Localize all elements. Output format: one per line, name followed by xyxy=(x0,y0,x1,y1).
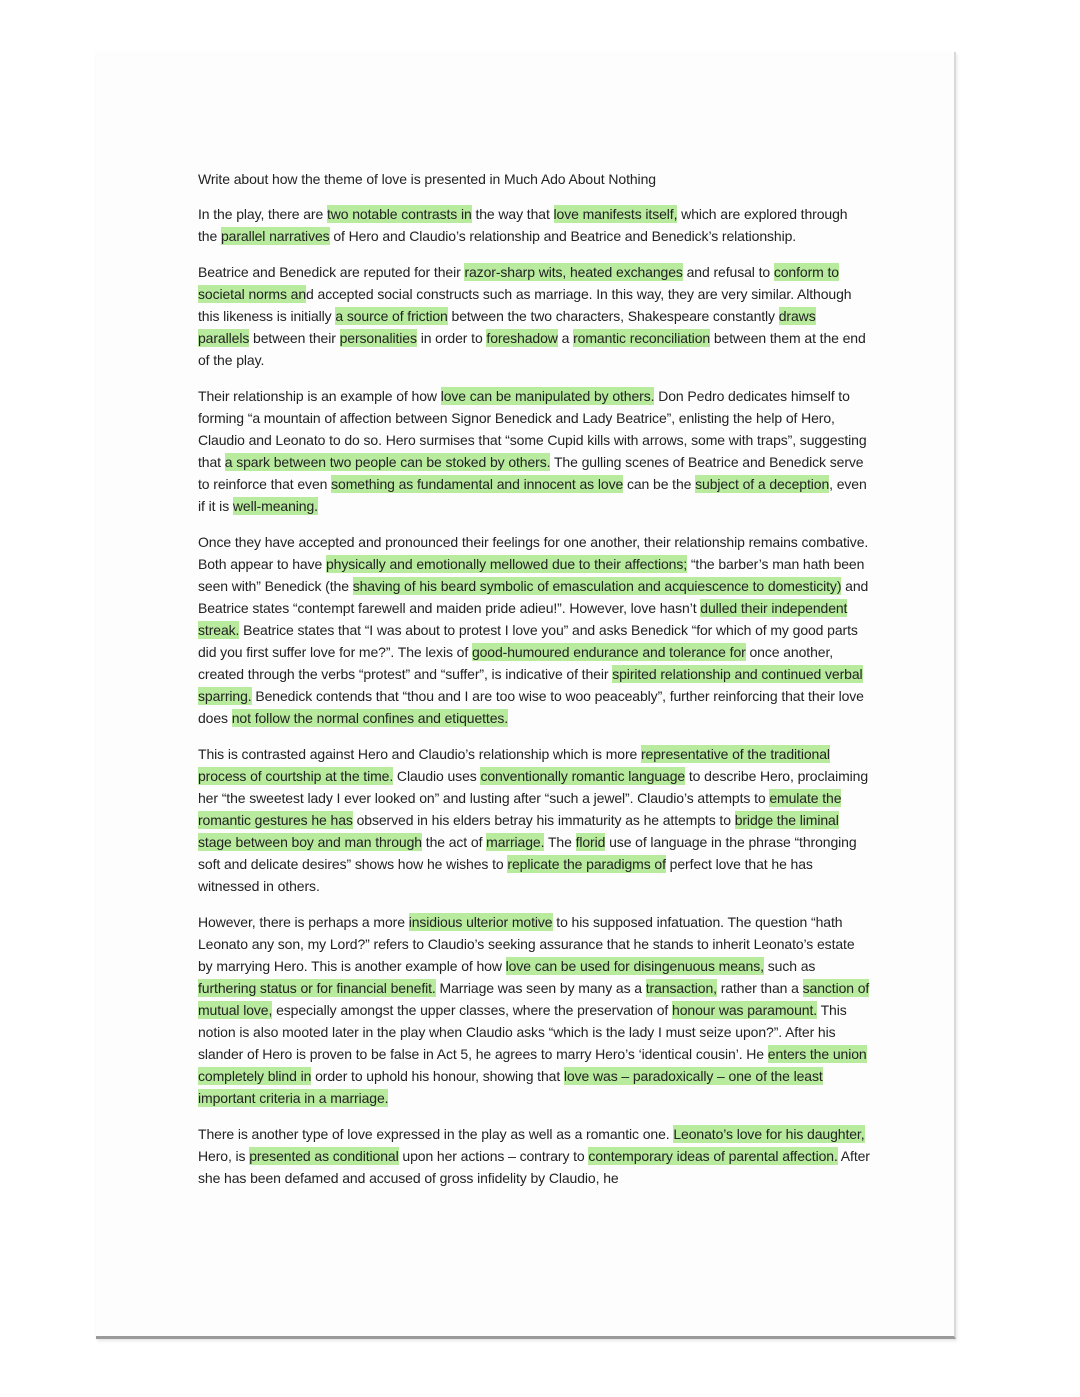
highlighted-text: good-humoured endurance and tolerance for xyxy=(471,644,746,660)
highlighted-text: contemporary ideas of parental affection. xyxy=(588,1148,838,1164)
paragraph-text: Their relationship is an example of how xyxy=(198,388,441,404)
paragraph-text: Marriage was seen by many as a xyxy=(435,980,646,996)
paragraph-text: This is contrasted against Hero and Claudio’s relationship which is more xyxy=(198,746,641,762)
paragraph-text: observed in his elders betray his immaturity as he attempts to xyxy=(352,812,735,828)
paragraph-text: d accepted social constructs such as marriage. In this way, they are very similar. Although this likeness is initially xyxy=(198,286,852,324)
highlighted-text: a spark between two people can be stoked by others. xyxy=(224,454,551,470)
highlighted-text: honour was paramount. xyxy=(672,1002,818,1018)
highlighted-text: conform to societal norms an xyxy=(198,264,839,302)
highlighted-text: spirited relationship and continued verbal sparring. xyxy=(198,666,863,704)
paragraph-text: to describe Hero, proclaiming her “the sweetest lady I ever looked on” and lusting after “such a jewel”. Claudio’s attempts to xyxy=(198,768,869,806)
essay-paragraph xyxy=(198,385,870,517)
paragraph-text: Claudio uses xyxy=(393,768,481,784)
paragraph-text: After she has been defamed and accused of gross infidelity by Claudio, he xyxy=(198,1148,870,1186)
paragraph-text: Hero, is xyxy=(198,1148,250,1164)
paragraph-text: Benedick contends that “thou and I are too wise to woo peaceably”, further reinforcing that their love does xyxy=(198,688,864,726)
paragraph-text: There is another type of love expressed in the play as well as a romantic one. xyxy=(198,1126,674,1142)
highlighted-text: furthering status or for financial benefit. xyxy=(198,980,436,996)
paragraph-text: In the play, there are xyxy=(198,206,327,222)
highlighted-text: shaving of his beard symbolic of emasculation and acquiescence to domesticity) xyxy=(352,578,842,594)
highlighted-text: personalities xyxy=(339,330,417,346)
paragraph-text: between the two characters, Shakespeare constantly xyxy=(447,308,779,324)
paragraph-text: The xyxy=(544,834,576,850)
highlighted-text: well-meaning. xyxy=(232,498,318,514)
essay-body xyxy=(198,203,870,1189)
paragraph-text: , even if it is xyxy=(198,476,867,514)
paragraph-text: the way that xyxy=(471,206,554,222)
highlighted-text: two notable contrasts in xyxy=(326,206,472,222)
paragraph-text: use of language in the phrase “thronging soft and delicate desires” shows how he wishes to xyxy=(198,834,857,872)
highlighted-text: emulate the romantic gestures he has xyxy=(198,790,842,828)
paragraph-text: of Hero and Claudio’s relationship and Beatrice and Benedick’s relationship. xyxy=(329,228,797,244)
highlighted-text: something as fundamental and innocent as love xyxy=(331,476,624,492)
paragraph-text: between their xyxy=(249,330,340,346)
paragraph-text: the act of xyxy=(421,834,487,850)
highlighted-text: a source of friction xyxy=(335,308,448,324)
paragraph-text: Beatrice and Benedick are reputed for their xyxy=(198,264,465,280)
highlighted-text: not follow the normal confines and etiquettes. xyxy=(231,710,509,726)
paragraph-text: a xyxy=(557,330,574,346)
highlighted-text: replicate the paradigms of xyxy=(507,856,666,872)
paragraph-text: especially amongst the upper classes, where the preservation of xyxy=(272,1002,673,1018)
highlighted-text: love manifests itself, xyxy=(553,206,678,222)
highlighted-text: parallel narratives xyxy=(220,228,330,244)
paragraph-text: The gulling scenes of Beatrice and Benedick serve to reinforce that even xyxy=(198,454,864,492)
paragraph-text: Don Pedro dedicates himself to forming “a mountain of affection between Signor Benedick and Lady Beatrice”, enlisting the help of Hero, Claudio and Leonato to do so. Hero surmises that “some Cupid kills with arrows, some with traps”, suggesting that xyxy=(198,388,867,470)
highlighted-text: foreshadow xyxy=(486,330,558,346)
highlighted-text: Leonato’s love for his daughter, xyxy=(673,1126,865,1142)
highlighted-text: draws parallels xyxy=(198,308,816,346)
paragraph-text: and Beatrice states “contempt farewell and maiden pride adieu!”. However, love hasn’t xyxy=(198,578,869,616)
paragraph-text: Once they have accepted and pronounced their feelings for one another, their relationship remains combative. Both appear to have xyxy=(198,534,869,572)
paragraph-text: can be the xyxy=(623,476,696,492)
essay-paragraph xyxy=(198,743,870,897)
highlighted-text: florid xyxy=(575,834,606,850)
highlighted-text: insidious ulterior motive xyxy=(408,914,553,930)
paragraph-text: order to uphold his honour, showing that xyxy=(311,1068,564,1084)
paragraph-text: However, there is perhaps a more xyxy=(198,914,409,930)
highlighted-text: presented as conditional xyxy=(249,1148,399,1164)
paragraph-text: to his supposed infatuation. The question “hath Leonato any son, my Lord?” refers to Claudio’s seeking assurance that he stands to inherit Leonato’s estate by marrying Hero. This is another example of how xyxy=(198,914,855,974)
essay-paragraph xyxy=(198,261,870,371)
highlighted-text: representative of the traditional process of courtship at the time. xyxy=(198,746,830,784)
essay-paragraph xyxy=(198,531,870,729)
paragraph-text: This notion is also mooted later in the play when Claudio asks “which is the lady I must seize upon?”. After his slander of Hero is proven to be false in Act 5, he agrees to marry Hero’s ‘identical cousin’. He xyxy=(198,1002,847,1062)
essay-paragraph xyxy=(198,1123,870,1189)
highlighted-text: love was – paradoxically – one of the least important criteria in a marriage. xyxy=(198,1068,823,1106)
highlighted-text: marriage. xyxy=(486,834,545,850)
paragraph-text: once another, created through the verbs “protest” and “suffer”, is indicative of their xyxy=(198,644,834,682)
highlighted-text: transaction, xyxy=(645,980,717,996)
highlighted-text: love can be manipulated by others. xyxy=(440,388,655,404)
essay-paragraph xyxy=(198,203,870,247)
paragraph-text: in order to xyxy=(416,330,487,346)
essay-question: Write about how the theme of love is presented in Much Ado About Nothing xyxy=(198,171,656,187)
highlighted-text: conventionally romantic language xyxy=(480,768,686,784)
paragraph-text: which are explored through the xyxy=(198,206,848,244)
highlighted-text: sanction of mutual love, xyxy=(198,980,870,1018)
highlighted-text: dulled their independent streak. xyxy=(198,600,848,638)
paragraph-text: “the barber’s man hath been seen with” Benedick (the xyxy=(198,556,865,594)
paragraph-text: between them at the end of the play. xyxy=(198,330,866,368)
paragraph-text: upon her actions – contrary to xyxy=(398,1148,589,1164)
paragraph-text: Beatrice states that “I was about to protest I love you” and asks Benedick “for which of my good parts did you first suffer love for me?”. The lexis of xyxy=(198,622,858,660)
highlighted-text: bridge the liminal stage between boy and man through xyxy=(198,812,839,850)
highlighted-text: romantic reconciliation xyxy=(573,330,711,346)
essay-content xyxy=(198,168,870,1203)
highlighted-text: subject of a deception xyxy=(695,476,830,492)
paragraph-text: rather than a xyxy=(716,980,803,996)
paragraph-text: such as xyxy=(763,958,816,974)
essay-paragraph xyxy=(198,911,870,1109)
highlighted-text: love can be used for disingenuous means, xyxy=(505,958,764,974)
highlighted-text: enters the union completely blind in xyxy=(198,1046,867,1084)
paragraph-text: and refusal to xyxy=(682,264,774,280)
highlighted-text: physically and emotionally mellowed due to their affections; xyxy=(326,556,688,572)
highlighted-text: razor-sharp wits, heated exchanges xyxy=(464,264,683,280)
paragraph-text: perfect love that he has witnessed in others. xyxy=(198,856,813,894)
